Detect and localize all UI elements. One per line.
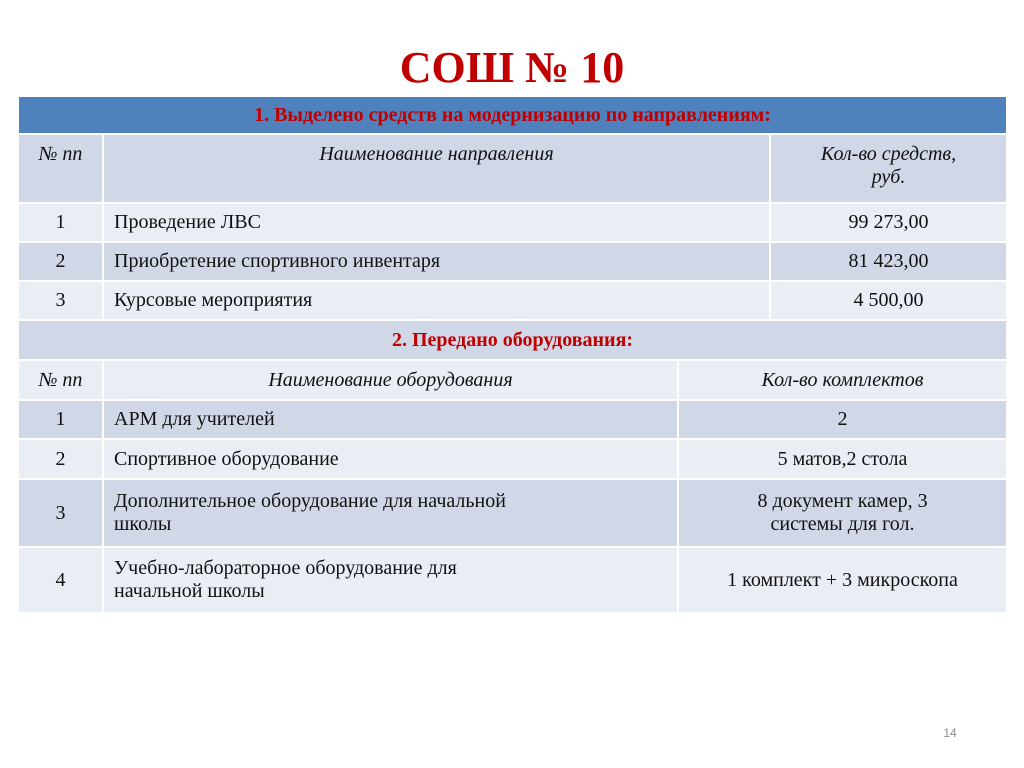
row-amount: 81 423,00 <box>770 242 1007 281</box>
row-amount: 99 273,00 <box>770 203 1007 242</box>
row-count-line1: 2 <box>837 408 848 430</box>
row-count <box>678 439 1007 479</box>
table-row <box>18 479 1007 547</box>
section2-header-row <box>18 360 1007 400</box>
row-name <box>103 547 678 613</box>
table-row <box>18 203 1007 242</box>
row-name <box>103 400 678 439</box>
header-count: Кол-во комплектов <box>678 360 1007 400</box>
header-direction-name: Наименование направления <box>103 134 770 203</box>
table-row <box>18 242 1007 281</box>
row-num: 1 <box>18 203 103 242</box>
row-num: 2 <box>18 242 103 281</box>
row-count-line1: 8 документ камер, 3 <box>757 490 928 512</box>
header-amount-line1: Кол-во средств, <box>820 143 957 165</box>
row-name-line1: Учебно-лабораторное оборудование для <box>114 557 457 579</box>
table-row <box>18 439 1007 479</box>
table-row <box>18 547 1007 613</box>
row-name-line1: Спортивное оборудование <box>114 447 339 470</box>
row-num: 2 <box>18 439 103 479</box>
row-name <box>103 479 678 547</box>
row-name-line2: школы <box>114 513 172 535</box>
header-amount <box>770 134 1007 203</box>
row-count-line1: 1 комплект + 3 микроскопа <box>727 568 958 591</box>
header-num: № пп <box>18 134 103 203</box>
section1-heading-row <box>18 96 1007 134</box>
section2-heading-row <box>18 320 1007 360</box>
page-number: 14 <box>943 726 957 740</box>
header-amount-line2: руб. <box>871 166 906 188</box>
row-num: 4 <box>18 547 103 613</box>
header-num: № пп <box>18 360 103 400</box>
data-table <box>17 95 1008 614</box>
header-equipment-name: Наименование оборудования <box>103 360 678 400</box>
table-row <box>18 400 1007 439</box>
row-name-line2: начальной школы <box>114 580 265 602</box>
row-count <box>678 400 1007 439</box>
section1-header-row <box>18 134 1007 203</box>
row-count <box>678 479 1007 547</box>
row-name: Курсовые мероприятия <box>103 281 770 320</box>
row-name <box>103 439 678 479</box>
row-num: 3 <box>18 281 103 320</box>
row-name-line1: Дополнительное оборудование для начальной <box>114 490 506 512</box>
row-num: 1 <box>18 400 103 439</box>
row-name: Приобретение спортивного инвентаря <box>103 242 770 281</box>
section2-heading: 2. Передано оборудования: <box>18 320 1007 360</box>
row-count-line1: 5 матов,2 стола <box>777 447 908 470</box>
row-num: 3 <box>18 479 103 547</box>
row-name-line1: АРМ для учителей <box>114 408 275 430</box>
slide-title: СОШ № 10 <box>399 43 625 92</box>
section1-heading: 1. Выделено средств на модернизацию по направлениям: <box>18 96 1007 134</box>
row-count <box>678 547 1007 613</box>
row-name: Проведение ЛВС <box>103 203 770 242</box>
row-amount: 4 500,00 <box>770 281 1007 320</box>
row-count-line2: системы для гол. <box>770 513 915 535</box>
table-row <box>18 281 1007 320</box>
